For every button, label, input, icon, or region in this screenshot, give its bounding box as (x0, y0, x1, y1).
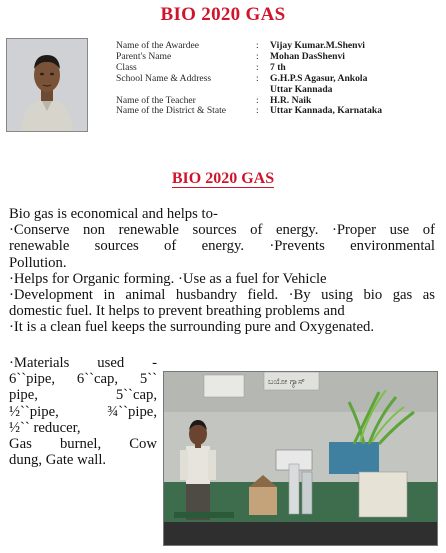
detail-label: Name of the Teacher (116, 94, 196, 106)
detail-row (116, 52, 382, 63)
detail-colon: : (256, 61, 259, 73)
materials-line: ½``pipe, ¾``pipe, (9, 403, 157, 420)
body-line: domestic fuel. It helps to prevent breathing problems and (9, 303, 345, 320)
section-title (0, 170, 446, 188)
materials-line: ½`` reducer, (9, 419, 81, 436)
detail-value: H.R. Naik (270, 94, 312, 106)
detail-colon: : (256, 50, 259, 62)
detail-value: Uttar Kannada, Karnataka (270, 105, 383, 117)
page-title: BIO 2020 GAS (160, 4, 286, 25)
body-line: ·Development in animal husbandry field. ·By using bio gas as (9, 287, 435, 304)
body-line: renewable sources of energy. ·Prevents environmental (9, 238, 435, 255)
materials-line: pipe, 5``cap, (9, 387, 157, 404)
detail-colon (256, 85, 270, 96)
detail-row (116, 74, 382, 85)
materials-line: ·Materials used - (9, 355, 157, 371)
detail-label: Parent's Name (116, 50, 172, 62)
detail-value: Uttar Kannada (270, 83, 333, 95)
detail-label: Class (116, 61, 137, 73)
student-photo (6, 38, 88, 132)
detail-label: School Name & Address (116, 72, 212, 84)
body-line: ·Helps for Organic forming. ·Use as a fuel for Vehicle (9, 270, 327, 287)
body-text (9, 206, 435, 336)
detail-colon: : (256, 105, 259, 117)
detail-value: Mohan DasShenvi (270, 50, 345, 62)
detail-row (116, 106, 382, 117)
body-line: ·Conserve non renewable sources of energy. ·Proper use of (9, 222, 435, 239)
detail-label: Name of the District & State (116, 105, 227, 117)
detail-value: 7 th (270, 61, 286, 73)
detail-colon: : (256, 40, 259, 51)
detail-label (116, 85, 256, 96)
materials-line: Gas burnel, Cow (9, 436, 157, 453)
model-photo (163, 371, 438, 546)
section-title-text: BIO 2020 GAS (171, 170, 275, 187)
awardee-details (116, 41, 382, 117)
detail-value: Vijay Kumar.M.Shenvi (270, 40, 365, 51)
sign-text: ಬಯೋ ಗ್ಯಾಸ್ (268, 377, 305, 386)
body-line: ·It is a clean fuel keeps the surrounding pure and Oxygenated. (9, 319, 375, 336)
materials-line: 6``pipe, 6``cap, 5`` (9, 371, 157, 388)
detail-colon: : (256, 72, 259, 84)
materials-list (9, 355, 157, 468)
detail-label: Name of the Awardee (116, 40, 200, 51)
detail-value: G.H.P.S Agasur, Ankola (270, 72, 368, 84)
body-intro: Bio gas is economical and helps to- (9, 206, 218, 222)
materials-line: dung, Gate wall. (9, 452, 107, 469)
detail-row (116, 85, 382, 96)
detail-colon: : (256, 94, 259, 106)
body-line: Pollution. (9, 254, 67, 271)
